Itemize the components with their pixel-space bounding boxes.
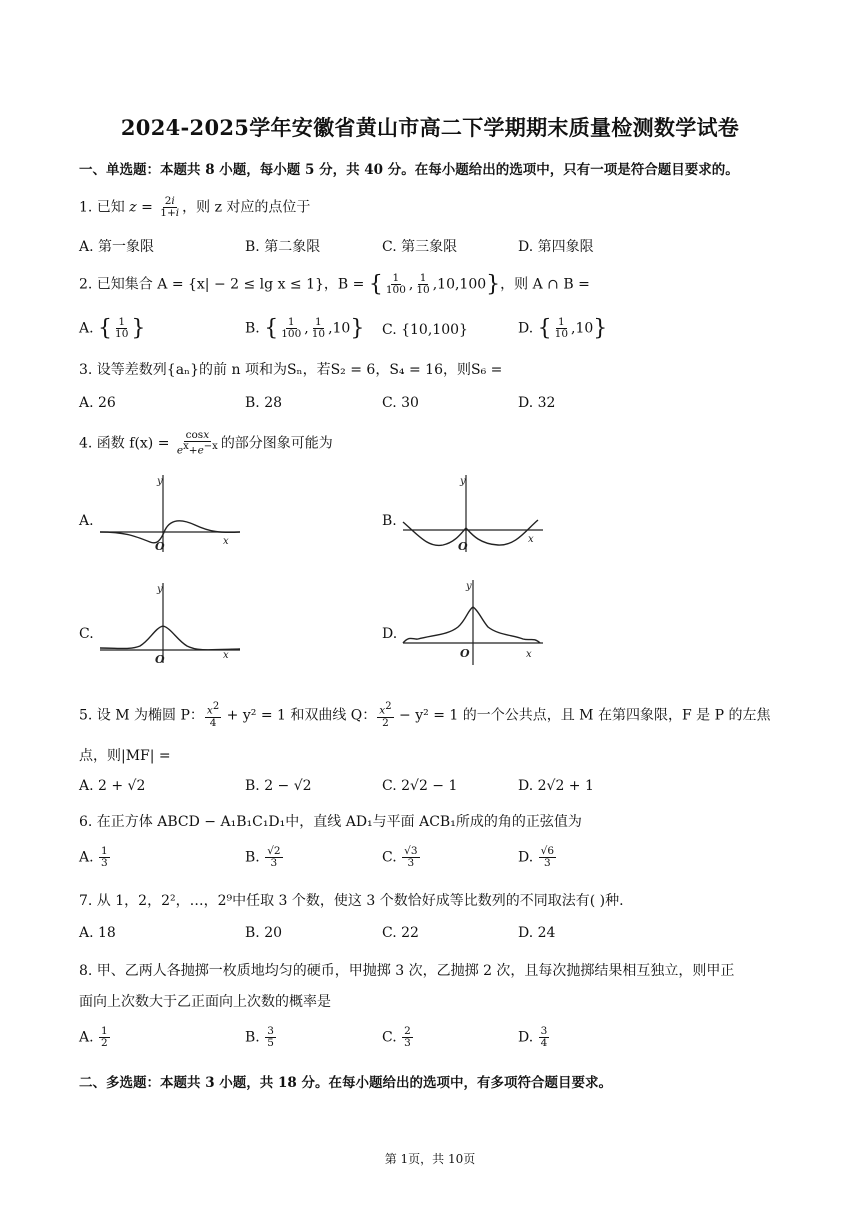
q7-option-b[interactable]: B. 20	[245, 925, 283, 941]
question-8-line-2: 面向上次数大于乙正面向上次数的概率是	[79, 994, 331, 1010]
q1-option-b[interactable]: B. 第二象限	[245, 239, 321, 255]
q2-option-d[interactable]: D. { $\frac{1}{10}$ ,10}	[518, 315, 608, 341]
q5-option-c[interactable]: C. 2√2 − 1	[382, 778, 458, 794]
question-3: 3. 设等差数列{aₙ}的前 n 项和为Sₙ，若S₂ = 6，S₄ = 16，则S₆ =	[79, 362, 503, 378]
q6-option-a[interactable]: A. $\frac{1}{3}$	[79, 845, 108, 870]
q2-option-b[interactable]: B. { $\frac{1}{100}$ , $\frac{1}{10}$ ,10}	[245, 315, 365, 341]
q6-option-c[interactable]: C. $\frac{√3}{3}$	[382, 845, 418, 870]
q3-option-d[interactable]: D. 32	[518, 395, 556, 411]
q6-option-b[interactable]: B. $\frac{√2}{3}$	[245, 845, 281, 870]
q4-graph-a	[95, 470, 245, 555]
q1-option-c[interactable]: C. 第三象限	[382, 239, 458, 255]
q8-option-a[interactable]: A. $\frac{1}{2}$	[79, 1025, 108, 1050]
page-footer: 第 1页，共 10页	[384, 1152, 476, 1166]
svg-text:O: O	[458, 540, 468, 553]
q8-option-b[interactable]: B. $\frac{3}{5}$	[245, 1025, 274, 1050]
question-8-line-1: 8. 甲、乙两人各抛掷一枚质地均匀的硬币，甲抛掷 3 次，乙抛掷 2 次，且每次抛掷结果相互独立，则甲正	[79, 963, 735, 979]
q1-option-a[interactable]: A. 第一象限	[79, 239, 155, 255]
q4-prefix: 4. 函数 f(x) =	[79, 435, 174, 452]
q7-option-c[interactable]: C. 22	[382, 925, 419, 941]
question-5-line-1: 5. 设 M 为椭圆 P： $\frac{x^2}{4}$ + y² = 1 和双曲线 Q： $\frac{x^2}{2}$ − y² = 1 的一个公共点，且 M 在第四象限，F 是 P 的左焦	[79, 701, 771, 729]
question-5-line-2: 点，则|MF| =	[79, 748, 171, 764]
q3-option-c[interactable]: C. 30	[382, 395, 419, 411]
q1-suffix: ，则 z 对应的点位于	[182, 199, 311, 216]
q3-option-b[interactable]: B. 28	[245, 395, 283, 411]
section-multi-choice-header: 二、多选题：本题共 3 小题，共 18 分。在每小题给出的选项中，有多项符合题目要求。	[79, 1075, 612, 1091]
q4-option-b-label[interactable]: B.	[382, 513, 397, 529]
q4-graph-d	[398, 575, 548, 670]
q7-option-a[interactable]: A. 18	[79, 925, 116, 941]
svg-text:x: x	[526, 649, 532, 660]
q4-option-a-label[interactable]: A.	[79, 513, 94, 529]
svg-text:O: O	[460, 647, 470, 660]
question-2: 2. 已知集合 A = {x| − 2 ≤ lg x ≤ 1}，B = { $\frac{1}{100}$ , $\frac{1}{10}$ ,10,100}，则 A ∩ B =	[79, 271, 590, 297]
page-title: 2024-2025学年安徽省黄山市高二下学期期末质量检测数学试卷	[120, 115, 740, 140]
q1-fraction: $\frac{2i}{1+i}$	[160, 195, 180, 220]
q1-prefix: 1. 已知	[79, 199, 130, 216]
q6-option-d[interactable]: D. $\frac{√6}{3}$	[518, 845, 555, 870]
question-4	[79, 430, 333, 457]
q2-option-c[interactable]: C. {10,100}	[382, 322, 468, 338]
q5-option-b[interactable]: B. 2 − √2	[245, 778, 312, 794]
section-single-choice-header: 一、单选题：本题共 8 小题，每小题 5 分，共 40 分。在每小题给出的选项中，只有一项是符合题目要求的。	[79, 162, 739, 178]
svg-text:y: y	[157, 476, 163, 487]
svg-text:y: y	[157, 584, 163, 595]
q4-graph-b	[398, 470, 548, 555]
q4-option-c-label[interactable]: C.	[79, 626, 94, 642]
q5-option-a[interactable]: A. 2 + √2	[79, 778, 146, 794]
q2-prefix: 2. 已知集合 A = {x| − 2 ≤ lg x ≤ 1}，B =	[79, 276, 369, 293]
svg-text:O: O	[155, 540, 165, 553]
q4-suffix: 的部分图象可能为	[220, 435, 333, 452]
q8-option-d[interactable]: D. $\frac{3}{4}$	[518, 1025, 548, 1050]
q7-option-d[interactable]: D. 24	[518, 925, 556, 941]
q4-option-d-label[interactable]: D.	[382, 626, 398, 642]
q3-option-a[interactable]: A. 26	[79, 395, 116, 411]
q4-graph-c	[95, 578, 245, 668]
svg-text:y: y	[466, 581, 472, 592]
svg-text:x: x	[223, 536, 229, 547]
q4-fraction: $\frac{\cos x}{e^x+e^{-x}}$	[176, 429, 218, 457]
q2-option-a[interactable]: A. { $\frac{1}{10}$ }	[79, 315, 146, 341]
q5-option-d[interactable]: D. 2√2 + 1	[518, 778, 594, 794]
question-7: 7. 从 1，2，2²，…，2⁹中任取 3 个数，使这 3 个数恰好成等比数列的不同取法有( )种.	[79, 893, 624, 909]
question-1: 1. 已知 z = $\frac{2i}{1+i}$ ，则 z 对应的点位于	[79, 195, 311, 220]
q1-option-d[interactable]: D. 第四象限	[518, 239, 594, 255]
svg-text:x: x	[223, 650, 229, 661]
question-6: 6. 在正方体 ABCD − A₁B₁C₁D₁中，直线 AD₁与平面 ACB₁所成的角的正弦值为	[79, 814, 582, 830]
q8-option-c[interactable]: C. $\frac{2}{3}$	[382, 1025, 411, 1050]
svg-text:x: x	[528, 534, 534, 545]
svg-text:O: O	[155, 653, 165, 666]
q2-suffix: ，则 A ∩ B =	[500, 276, 590, 293]
svg-text:y: y	[460, 476, 466, 487]
